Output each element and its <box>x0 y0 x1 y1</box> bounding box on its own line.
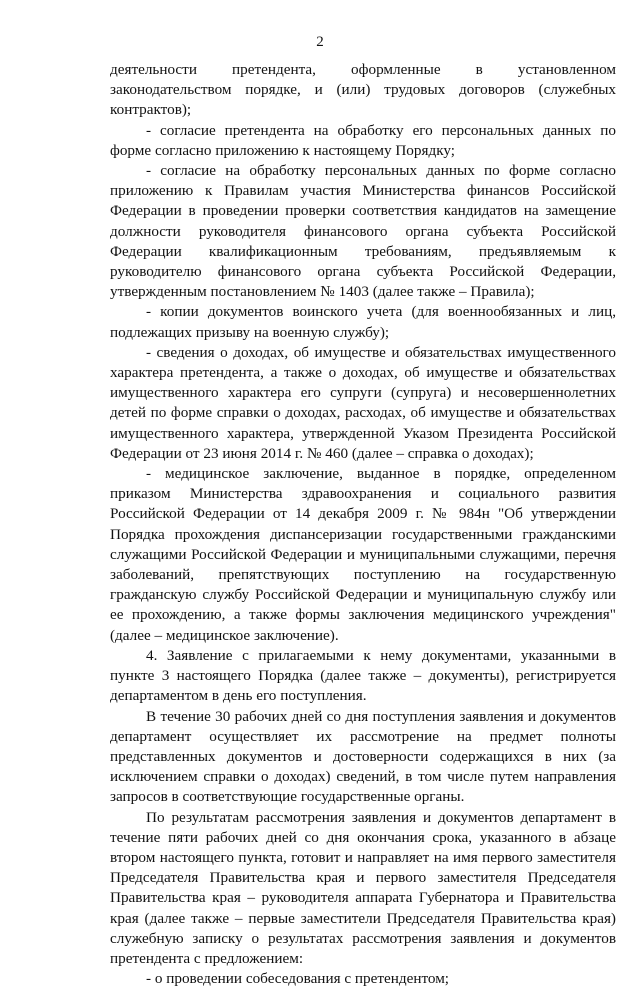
list-item-interview: - о проведении собеседования с претендентом; <box>146 970 450 988</box>
list-item-military-records: - копии документов воинского учета (для военнообязанных и лиц, подлежащих призыву на военную службу); <box>110 303 616 341</box>
paragraph-review-results: По результатам рассмотрения заявления и документов департамент в течение пяти рабочих дней со дня окончания срока, указанного в абзаце втором настоящего пункта, готовит и направляет на имя первого заместителя Председателя Правительства края и первого заместителя Председателя Правительства края – руководителя аппарата Губернатора и Правительства края (далее также – первые заместители Председателя Правительства края) служебную записку о результатах рассмотрения заявления и документов претендента с предложением: <box>110 808 616 967</box>
list-item-processing-consent: - согласие на обработку персональных данных по форме согласно приложению к Правилам участия Министерства финансов Российской Федерации в проведении проверки соответствия кандидатов на замещение должности руководителя финансового органа субъекта Российской Федерации квалификационным требованиям, предъявляемым к руководителю финансового органа субъекта Российской Федерации, утвержденным постановлением № 1403 (далее также – Правила); <box>110 162 616 301</box>
document-body <box>110 60 616 989</box>
page-number: 2 <box>316 34 324 50</box>
list-item-income-statement: - сведения о доходах, об имуществе и обязательствах имущественного характера претендента, а также о доходах, об имуществе и обязательствах имущественного характера его супруги (супруга) и несовершеннолетних детей по форме справки о доходах, расходах, об имуществе и обязательствах имущественного характера, утвержденной Указом Президента Российской Федерации от 23 июня 2014 г. № 460 (далее – справка о доходах); <box>110 343 616 462</box>
list-item-personal-data-consent: - согласие претендента на обработку его персональных данных по форме согласно приложению к настоящему Порядку; <box>110 121 616 159</box>
paragraph-section-4: 4. Заявление с прилагаемыми к нему документами, указанными в пункте 3 настоящего Порядка (далее также – документы), регистрируется департаментом в день его поступления. <box>110 646 616 705</box>
list-item-medical-certificate: - медицинское заключение, выданное в порядке, определенном приказом Министерства здравоохранения и социального развития Российской Федерации от 14 декабря 2009 г. № 984н "Об утверждении Порядка прохождения диспансеризации государственными гражданскими служащими Российской Федерации и муниципальными служащими, перечня заболеваний, препятствующих поступлению на государственную гражданскую службу Российской Федерации и муниципальную службу или ее прохождению, а также формы заключения медицинского учреждения" (далее – медицинское заключение). <box>110 465 616 644</box>
paragraph-review-period: В течение 30 рабочих дней со дня поступления заявления и документов департамент осуществляет их рассмотрение на предмет полноты представленных документов и достоверности содержащихся в них (за исключением справки о доходах) сведений, в том числе путем направления запросов в соответствующие государственные органы. <box>110 707 616 806</box>
paragraph-continuation: деятельности претендента, оформленные в установленном законодательством порядке, и (или) трудовых договоров (служебных контрактов); <box>110 61 616 119</box>
